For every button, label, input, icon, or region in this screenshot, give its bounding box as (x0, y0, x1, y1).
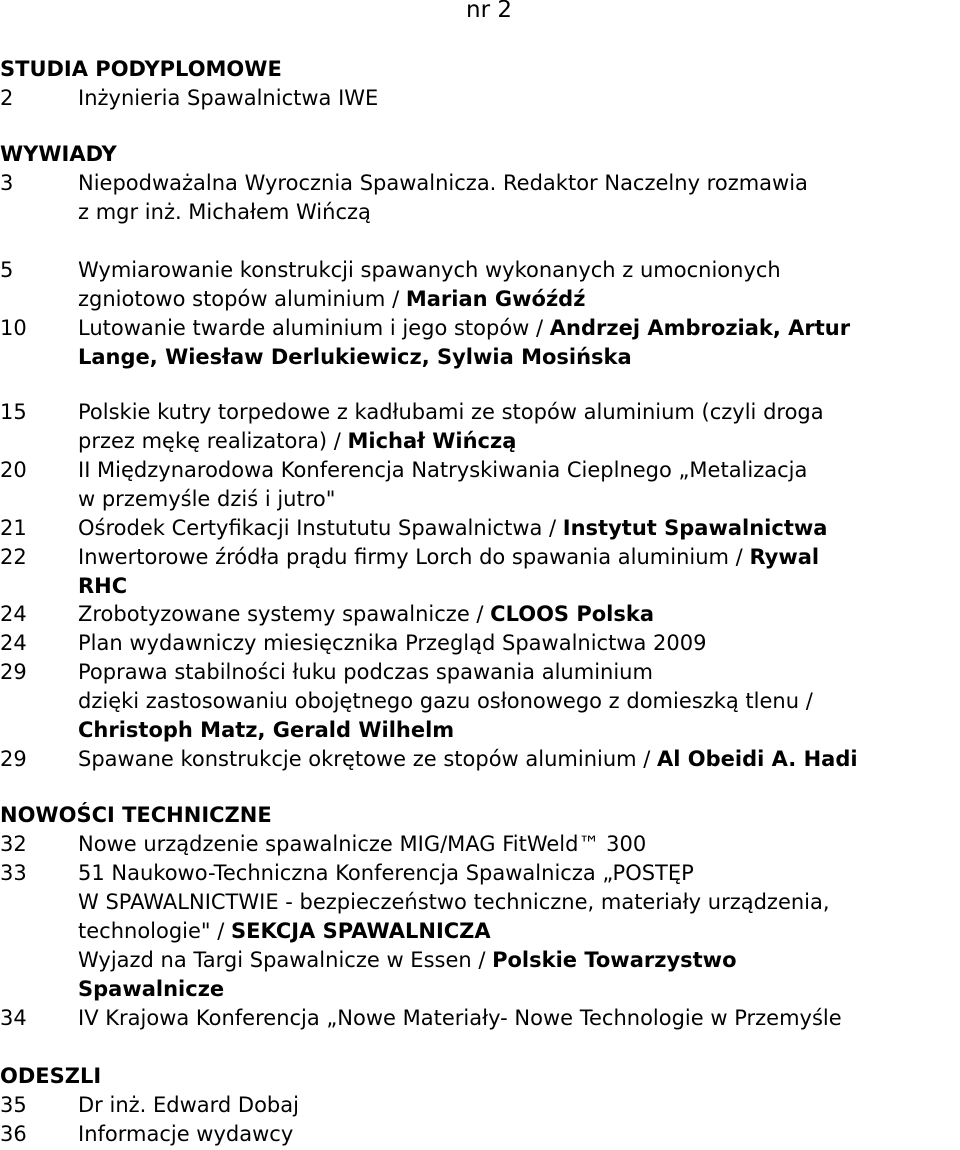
entry-title: Ośrodek Certyfikacji Instututu Spawalnictwa / (78, 516, 563, 540)
page-number: 33 (0, 861, 27, 885)
entry-title-cont: z mgr inż. Michałem Wińczą (78, 200, 371, 224)
page-number: 34 (0, 1006, 27, 1030)
page-number: 36 (0, 1122, 27, 1146)
entry-title: IV Krajowa Konferencja „Nowe Materiały- Nowe Technologie w Przemyśle (78, 1006, 842, 1030)
page-number: 24 (0, 602, 27, 626)
entry-title: Dr inż. Edward Dobaj (78, 1093, 299, 1117)
entry-title: Lutowanie twarde aluminium i jego stopów / (78, 316, 550, 340)
issue-number: nr 2 (466, 0, 512, 23)
page-number: 2 (0, 86, 14, 110)
page-number: 29 (0, 660, 27, 684)
entry-author: SEKCJA SPAWALNICZA (231, 919, 491, 943)
section-heading-nowosci: NOWOŚCI TECHNICZNE (0, 803, 272, 827)
entry-title: Polskie kutry torpedowe z kadłubami ze stopów aluminium (czyli droga (78, 400, 824, 424)
entry-title-cont: W SPAWALNICTWIE - bezpieczeństwo techniczne, materiały urządzenia, (78, 890, 830, 914)
entry-author: Andrzej Ambroziak, Artur (549, 316, 851, 340)
page-number: 10 (0, 316, 27, 340)
section-heading-odeszli: ODESZLI (0, 1064, 102, 1088)
entry-title: Niepodważalna Wyrocznia Spawalnicza. Redaktor Naczelny rozmawia (78, 171, 808, 195)
entry-author: Rywal (749, 545, 820, 569)
entry-title: 51 Naukowo-Techniczna Konferencja Spawalnicza „POSTĘP (78, 861, 694, 885)
entry-title-cont: zgniotowo stopów aluminium / (78, 287, 406, 311)
entry-author: Al Obeidi A. Hadi (657, 747, 858, 771)
entry-title: Spawane konstrukcje okrętowe ze stopów aluminium / (78, 747, 658, 771)
entry-title: Inżynieria Spawalnictwa IWE (78, 86, 379, 110)
entry-title: Plan wydawniczy miesięcznika Przegląd Spawalnictwa 2009 (78, 631, 707, 655)
entry-title-cont: dzięki zastosowaniu obojętnego gazu osłonowego z domieszką tlenu / (78, 689, 813, 713)
entry-author-cont: Lange, Wiesław Derlukiewicz, Sylwia Mosińska (78, 345, 632, 369)
entry-author-cont: Spawalnicze (78, 977, 225, 1001)
entry-title: Wymiarowanie konstrukcji spawanych wykonanych z umocnionych (78, 258, 781, 282)
entry-author: CLOOS Polska (490, 602, 655, 626)
page-number: 20 (0, 458, 27, 482)
page-number: 24 (0, 631, 27, 655)
page-number: 21 (0, 516, 27, 540)
entry-title-cont: przez mękę realizatora) / (78, 429, 348, 453)
entry-title-cont: w przemyśle dziś i jutro" (78, 487, 336, 511)
entry-title: II Międzynarodowa Konferencja Natryskiwania Cieplnego „Metalizacja (78, 458, 808, 482)
section-heading-studia: STUDIA PODYPLOMOWE (0, 57, 282, 81)
entry-author: Christoph Matz, Gerald Wilhelm (78, 718, 455, 742)
page-number: 3 (0, 171, 14, 195)
page-number: 15 (0, 400, 27, 424)
entry-author: Marian Gwóźdź (405, 287, 586, 311)
entry-title: Zrobotyzowane systemy spawalnicze / (78, 602, 491, 626)
entry-author: Instytut Spawalnictwa (562, 516, 828, 540)
entry-author-cont: RHC (78, 574, 128, 598)
page-number: 29 (0, 747, 27, 771)
page-number: 32 (0, 832, 27, 856)
entry-title: Informacje wydawcy (78, 1122, 294, 1146)
page-number: 22 (0, 545, 27, 569)
entry-title: Wyjazd na Targi Spawalnicze w Essen / (78, 948, 493, 972)
page-number: 35 (0, 1093, 27, 1117)
entry-title: Poprawa stabilności łuku podczas spawania aluminium (78, 660, 653, 684)
entry-title: Nowe urządzenie spawalnicze MIG/MAG FitWeld™ 300 (78, 832, 647, 856)
section-heading-wywiady: WYWIADY (0, 142, 117, 166)
entry-title-cont: technologie" / (78, 919, 232, 943)
entry-author: Michał Wińczą (347, 429, 517, 453)
entry-title: Inwertorowe źródła prądu firmy Lorch do spawania aluminium / (78, 545, 750, 569)
entry-author: Polskie Towarzystwo (492, 948, 737, 972)
page-number: 5 (0, 258, 14, 282)
